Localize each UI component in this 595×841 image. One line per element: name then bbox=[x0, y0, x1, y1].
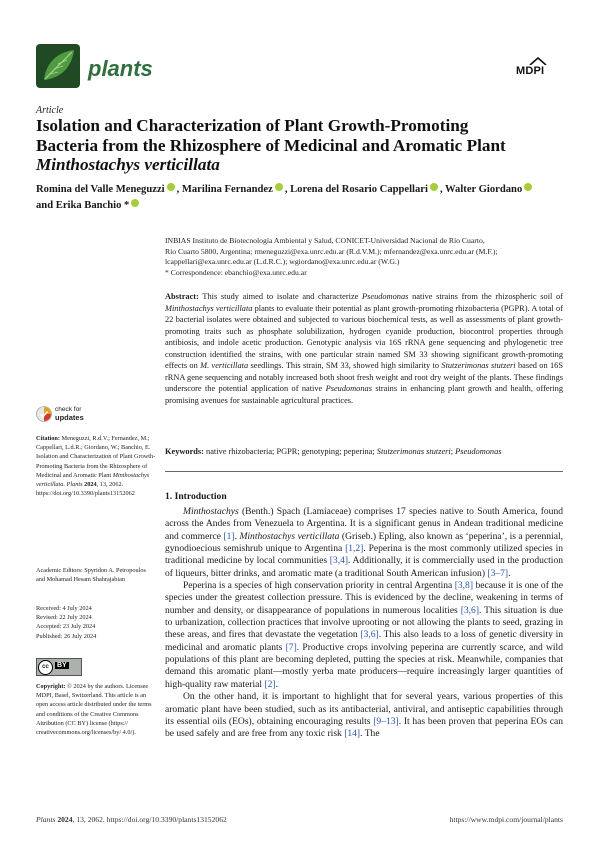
received-date: Received: 4 July 2024 bbox=[36, 605, 92, 612]
citation-link[interactable]: [3,6] bbox=[460, 604, 480, 616]
abstract-text: strains in enhancing plant growth and health, offering promising avenues for sustainable agricultural practices. bbox=[165, 384, 563, 405]
citation-link[interactable]: [1,2] bbox=[345, 543, 364, 555]
author-conjunction: and bbox=[36, 200, 54, 211]
footer-journal-url[interactable]: https://www.mdpi.com/journal/plants bbox=[449, 815, 563, 824]
check-for-updates-badge[interactable] bbox=[36, 404, 96, 428]
text-run: . Productive crops involving peperina are currently scarce, and wild populations of this plant are becoming depleted, putting the species at risk. Meanwhile, companies that demand this aromatic plant—mostly yerba mate producers—require increasingly larger quantities of high-quality raw material bbox=[165, 641, 563, 690]
footer-journal: Plants bbox=[36, 815, 56, 824]
keyword-italic: Stutzerimonas stutzeri bbox=[376, 447, 451, 456]
footer-year: 2024 bbox=[55, 815, 73, 824]
footer-citation bbox=[36, 815, 227, 824]
orcid-icon[interactable] bbox=[275, 183, 283, 191]
attribution-icon: BY bbox=[57, 662, 67, 669]
text-run: . Additionally, it is commercially used in the production of liqueurs, bitter drinks, and aromatic mate (a traditional South American infusion) bbox=[165, 555, 563, 579]
citation-link[interactable]: [2] bbox=[264, 678, 276, 690]
cc-by-license-badge[interactable] bbox=[36, 658, 82, 676]
editors-label: Academic Editors: bbox=[36, 567, 83, 574]
abstract bbox=[165, 291, 563, 406]
copyright-text: © 2024 by the authors. Licensee MDPI, Basel, Switzerland. This article is an open access article distributed under the terms and conditions of the Creative Commons Attribution (CC BY) license (https:// creativecommons.org/licenses/by/ 4.0/). bbox=[36, 683, 152, 737]
citation-label: Citation: bbox=[36, 435, 60, 442]
accepted-date: Accepted: 23 July 2024 bbox=[36, 623, 96, 631]
keywords-text: native rhizobacteria; PGPR; genotyping; peperina; bbox=[203, 447, 377, 456]
mdpi-emblem-icon bbox=[516, 57, 560, 65]
abstract-text: seedlings. This strain, SM 33, showed high similarity to bbox=[248, 361, 442, 371]
author-line-2 bbox=[36, 198, 566, 214]
keywords bbox=[165, 446, 563, 458]
revised-date: Revised: 22 July 2024 bbox=[36, 614, 92, 622]
academic-editors bbox=[36, 566, 156, 584]
author-name[interactable]: Lorena del Rosario Cappellari bbox=[290, 184, 428, 195]
orcid-icon[interactable] bbox=[430, 183, 438, 191]
affiliation-line: Río Cuarto 5800, Argentina; rmeneguzzi@exa.unrc.edu.ar (R.d.V.M.); mfernandez@exa.unrc.edu.ar (M.F.); bbox=[165, 246, 498, 256]
abstract-italic: Pseudomonas bbox=[362, 292, 409, 301]
text-run: . This also leads to a loss of genetic diversity in medicinal and aromatic plants bbox=[165, 629, 563, 653]
published-date: Published: 26 July 2024 bbox=[36, 632, 97, 640]
citation-link[interactable]: [3,6] bbox=[360, 629, 379, 641]
title-species: Minthostachys verticillata bbox=[36, 155, 220, 174]
text-run: . bbox=[234, 530, 240, 542]
citation-link[interactable]: [1] bbox=[223, 530, 235, 542]
citation-text: Meneguzzi, R.d.V.; Fernandez, M.; Cappellari, L.d.R.; Giordano, W.; Banchio, E. Isolation and Characterization of Plant Growth-Promoting Bacteria from the Rhizosphere of Medicinal and Aromatic Plant bbox=[36, 435, 156, 479]
paragraph bbox=[165, 506, 563, 580]
abstract-italic: Stutzerimonas stutzeri bbox=[441, 361, 516, 371]
text-run: . It has been proven that peperina EOs can be used safely and are free from any toxic risk bbox=[165, 715, 563, 740]
body-text bbox=[165, 506, 563, 741]
check-updates-line: updates bbox=[55, 413, 84, 422]
affiliation-line: lcappellari@exa.unrc.edu.ar (L.d.R.C.); wgiordano@exa.unrc.edu.ar (W.G.) bbox=[165, 257, 400, 267]
abstract-text: native strains from the rhizospheric soil of bbox=[408, 292, 563, 301]
text-run: On the other hand, it is important to highlight that for several years, various properties of this aromatic plant have been studied, such as its antibacterial, antiviral, and antiseptic capabilities through its essential oils (EOs), obtaining encouraging results bbox=[165, 691, 563, 727]
citation-year: 2024 bbox=[82, 481, 97, 489]
citation-link[interactable]: [7] bbox=[285, 641, 297, 653]
paragraph bbox=[165, 580, 563, 691]
article-title bbox=[36, 116, 566, 175]
copyright-block bbox=[36, 682, 156, 737]
correspondence-line: * Correspondence: ebanchio@exa.unrc.edu.ar bbox=[165, 268, 307, 278]
text-run: (Griseb.) Epling, also known as ‘peperina’, is a perennial, gynodioecious semishrub unique to Argentina bbox=[165, 530, 564, 555]
text-run: Peperina is a species of high conservation priority in central Argentina bbox=[183, 580, 455, 592]
species-italic: Minthostachys bbox=[183, 506, 239, 517]
author-line-1: Romina del Valle Meneguzzi , Marilina Fernandez , Lorena del Rosario Cappellari , Walter Giordano bbox=[36, 182, 566, 198]
editors-text: Spyridon A. Petropoulos and Mohamad Hesam Shahrajabian bbox=[36, 567, 146, 584]
text-run: . bbox=[508, 567, 511, 579]
author-list bbox=[36, 182, 566, 214]
abstract-italic: Pseudomonas bbox=[325, 384, 372, 394]
publisher-name: MDPI bbox=[516, 65, 545, 77]
abstract-text: based on 16S rRNA gene sequencing and notably increased both shoot fresh weight and root dry weight of the plants. These findings underscore the potential application of native bbox=[165, 361, 563, 394]
abstract-italic: Minthostachys verticillata bbox=[165, 303, 253, 313]
keyword-italic: Pseudomonas bbox=[455, 447, 502, 456]
text-run: . bbox=[275, 678, 278, 690]
author-name[interactable]: Erika Banchio bbox=[55, 200, 122, 211]
publisher-logo bbox=[516, 57, 560, 81]
title-line: Bacteria from the Rhizosphere of Medicinal and Aromatic Plant bbox=[36, 135, 506, 155]
abstract-text: This study aimed to isolate and characterize bbox=[198, 292, 363, 301]
paragraph bbox=[165, 691, 563, 740]
publication-dates bbox=[36, 604, 156, 641]
creative-commons-icon: cc bbox=[38, 660, 53, 675]
author-name[interactable]: Marilina Fernandez bbox=[181, 184, 273, 195]
text-run: . The bbox=[360, 728, 380, 740]
species-italic: Minthostachys verticillata bbox=[239, 530, 340, 542]
title-line: Isolation and Characterization of Plant Growth-Promoting bbox=[36, 116, 469, 135]
section-heading: 1. Introduction bbox=[165, 491, 227, 502]
corresponding-mark: * bbox=[121, 200, 130, 211]
text-run: (Benth.) Spach (Lamiaceae) comprises 17 species native to South America, found across the Andes from Venezuela to Argentina. It is a significant genus in Andean traditional medicine and commerce bbox=[165, 506, 563, 542]
check-updates-icon bbox=[36, 406, 52, 422]
article-type: Article bbox=[36, 105, 64, 116]
citation-link[interactable]: [9–13] bbox=[373, 715, 399, 727]
text-run: . This situation is due to urbanization, collection practices that involve uprooting or not allowing the plants to seed, grazing in these areas, and fires that devastate the vegetation bbox=[165, 604, 563, 641]
citation-doi[interactable]: , 13, 2062. https://doi.org/10.3390/plants13152062 bbox=[36, 481, 135, 498]
citation-link[interactable]: [3–7] bbox=[487, 567, 509, 579]
abstract-italic: M. verticillata bbox=[200, 361, 249, 371]
title-line bbox=[36, 155, 566, 175]
abstract-text: plants to evaluate their potential as plant growth-promoting rhizobacteria (PGPR). A total of 22 bacterial isolates were obtained and subjected to various biochemical tests, as well as assessments of plant growth-promoting traits such as phosphate solubilization, hydrogen cyanide production, biocontrol properties through antibiosis, and indole acetic production. Genotypic analysis via 16S rRNA gene sequencing and phylogenetic tree construction identified the strains, with one particular strain named SM 33 showing significant growth-promoting effects on bbox=[165, 303, 563, 371]
author-name[interactable]: Walter Giordano bbox=[445, 184, 523, 195]
citation-link[interactable]: [3,8] bbox=[454, 580, 474, 592]
copyright-label: Copyright: bbox=[36, 683, 66, 690]
check-updates-line: check for bbox=[55, 406, 82, 413]
divider bbox=[165, 471, 563, 472]
footer-doi[interactable]: , 13, 2062. https://doi.org/10.3390/plants13152062 bbox=[72, 815, 227, 824]
author-name[interactable]: Romina del Valle Meneguzzi bbox=[36, 184, 165, 195]
journal-name: plants bbox=[88, 56, 153, 81]
orcid-icon[interactable] bbox=[131, 199, 139, 207]
orcid-icon[interactable] bbox=[167, 183, 175, 191]
citation-block bbox=[36, 434, 156, 498]
abstract-label: Abstract: bbox=[165, 292, 199, 301]
text-run: . Peperina is the most commonly utilized species in traditional medicine by local communities bbox=[165, 543, 563, 567]
keywords-label: Keywords: bbox=[165, 447, 204, 456]
citation-link[interactable]: [3,4] bbox=[329, 555, 349, 567]
citation-link[interactable]: [14] bbox=[344, 728, 361, 740]
affiliation-line: INBIAS Instituto de Biotecnología Ambiental y Salud, CONICET-Universidad Nacional de Río Cuarto, bbox=[165, 236, 485, 245]
check-updates-label bbox=[55, 406, 84, 423]
journal-leaf-logo bbox=[36, 44, 80, 88]
orcid-icon[interactable] bbox=[524, 183, 532, 191]
keywords-separator: ; bbox=[450, 447, 456, 456]
affiliation bbox=[165, 236, 565, 279]
citation-italic: Minthostachys verticillata. Plants bbox=[36, 471, 150, 489]
text-run: because it is one of the species under the greatest collection pressure. This is evidenced by the decline, weakening in terms of number and density, or disappearance of populations in numerous localities bbox=[165, 580, 563, 616]
